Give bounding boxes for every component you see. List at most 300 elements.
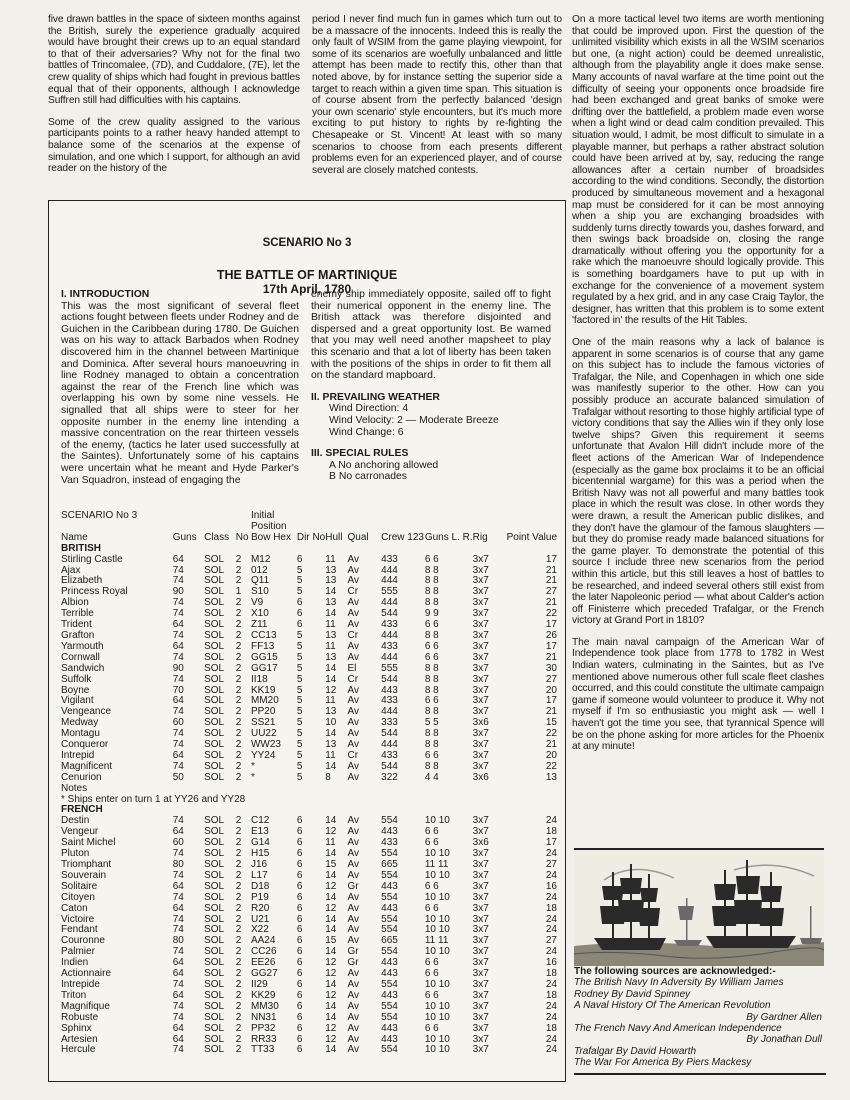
ship-qual: Av xyxy=(347,859,359,870)
ship-crew: 555 xyxy=(381,586,398,598)
ship-guns: 74 xyxy=(172,946,184,958)
article-column-2 xyxy=(312,14,562,186)
ship-rig: 3x7 xyxy=(472,651,489,663)
ship-guns-lr: 8 8 xyxy=(424,739,439,751)
ship-guns: 74 xyxy=(172,575,184,587)
scenario-date: 17th April, 1780 xyxy=(262,282,352,296)
header-initial: Initial xyxy=(250,510,275,521)
ship-bow-hex: RR33 xyxy=(250,1033,277,1045)
introduction-section xyxy=(61,289,299,486)
table-row xyxy=(61,773,557,784)
ship-qual: Av xyxy=(347,902,359,914)
ship-crew: 554 xyxy=(381,978,398,990)
ship-bow-hex: G14 xyxy=(250,837,270,849)
ship-rig: 3x7 xyxy=(472,640,489,652)
ship-bow-hex: L17 xyxy=(250,869,268,881)
sources-box xyxy=(574,966,826,1075)
ship-crew: 444 xyxy=(381,706,398,718)
ship-no: 2 xyxy=(235,935,242,947)
ship-class: SOL xyxy=(204,760,225,772)
ship-guns-lr: 5 5 xyxy=(424,717,439,729)
ship-points: 24 xyxy=(545,869,557,881)
ship-points: 17 xyxy=(545,837,557,849)
ship-guns-lr: 6 6 xyxy=(424,1022,439,1034)
ship-qual: Av xyxy=(347,1044,359,1056)
ship-dir: 6 xyxy=(296,978,303,990)
ship-rig: 3x7 xyxy=(472,575,489,587)
ship-no: 2 xyxy=(235,739,242,751)
introduction-continued: enemy ship immediately opposite, sailed off to fight their numerical opponent in the enemy line. The British attack was therefore disjointed and dispersed and a great opportunity lost. Be warned that you may well need another mapsheet to play this scenario and that a lot of liberty has been taken with the positions of the ships in order to fit them all on the standard mapboard. xyxy=(311,289,551,382)
ship-qual: Av xyxy=(347,553,359,565)
ship-points: 27 xyxy=(545,859,557,870)
ship-bow-hex: GG27 xyxy=(250,968,278,980)
ship-hull: 13 xyxy=(325,575,337,587)
ship-name: Triomphant xyxy=(61,859,112,870)
ship-points: 21 xyxy=(545,706,557,718)
ship-rig: 3x6 xyxy=(472,837,489,849)
ship-hull: 11 xyxy=(325,837,336,849)
ship-qual: Av xyxy=(347,837,359,849)
scenario-heading: SCENARIO No 3 xyxy=(262,237,352,249)
ship-guns-lr: 8 8 xyxy=(424,564,439,576)
ship-bow-hex: X10 xyxy=(250,608,269,620)
ship-crew: 433 xyxy=(381,640,398,652)
ship-qual: Av xyxy=(347,869,359,881)
ship-dir: 6 xyxy=(296,1000,303,1012)
ship-class: SOL xyxy=(204,608,225,620)
ship-class: SOL xyxy=(204,673,225,685)
ship-name: Albion xyxy=(61,597,89,609)
ship-guns: 64 xyxy=(172,968,184,980)
ship-crew: 433 xyxy=(381,619,398,631)
ship-qual: El xyxy=(347,662,357,674)
ship-bow-hex: UU22 xyxy=(250,728,277,740)
article-column-1 xyxy=(48,14,300,185)
ship-dir: 5 xyxy=(296,706,303,718)
rule-b: B No carronades xyxy=(329,471,407,483)
ship-points: 20 xyxy=(545,684,557,696)
ship-bow-hex: WW23 xyxy=(250,739,281,751)
ship-crew: 554 xyxy=(381,1044,398,1056)
ship-hull: 14 xyxy=(325,1000,337,1012)
ship-guns: 74 xyxy=(172,1044,184,1056)
ship-dir: 6 xyxy=(296,826,303,838)
ship-bow-hex: PP32 xyxy=(250,1022,276,1034)
ship-bow-hex: GG15 xyxy=(250,651,278,663)
ship-hull: 14 xyxy=(325,891,337,903)
special-rules-heading: III. SPECIAL RULES xyxy=(311,448,409,460)
ship-hull: 14 xyxy=(325,924,337,936)
ship-crew: 443 xyxy=(381,968,398,980)
ship-dir: 6 xyxy=(296,1033,303,1045)
ship-rig: 3x7 xyxy=(472,935,489,947)
ship-hull: 14 xyxy=(325,869,337,881)
ship-hull: 12 xyxy=(325,902,337,914)
ship-guns-lr: 10 10 xyxy=(424,1000,450,1012)
ship-points: 22 xyxy=(545,760,557,772)
ship-crew: 444 xyxy=(381,597,398,609)
ship-dir: 5 xyxy=(296,629,303,641)
ship-dir: 6 xyxy=(296,935,303,947)
ship-guns-lr: 10 10 xyxy=(424,913,450,925)
ship-guns-lr: 8 8 xyxy=(424,706,439,718)
ship-dir: 5 xyxy=(296,739,303,751)
ship-guns-lr: 11 11 xyxy=(424,859,449,870)
ship-guns: 74 xyxy=(172,728,184,740)
introduction-heading: I. INTRODUCTION xyxy=(61,289,150,300)
ship-guns: 64 xyxy=(172,695,184,707)
british-label: BRITISH xyxy=(61,542,101,554)
ship-qual: Av xyxy=(347,1022,359,1034)
ship-qual: Av xyxy=(347,695,359,707)
ship-hull: 11 xyxy=(325,553,336,565)
ship-name: Artesien xyxy=(61,1033,98,1045)
ship-guns-lr: 6 6 xyxy=(424,968,439,980)
ship-name: Caton xyxy=(61,902,88,914)
ship-dir: 5 xyxy=(296,640,303,652)
source-author: By Gardner Allen xyxy=(746,1011,822,1023)
ship-no: 2 xyxy=(235,913,242,925)
ship-class: SOL xyxy=(204,575,225,587)
ship-points: 21 xyxy=(545,564,557,576)
ship-bow-hex: FF13 xyxy=(250,640,275,652)
ship-rig: 3x7 xyxy=(472,869,489,881)
table-row xyxy=(61,1045,557,1056)
ship-dir: 6 xyxy=(296,891,303,903)
ship-class: SOL xyxy=(204,946,225,958)
ship-guns: 90 xyxy=(172,586,184,598)
ship-rig: 3x7 xyxy=(472,957,489,969)
ship-qual: Av xyxy=(347,771,359,783)
ship-guns: 74 xyxy=(172,564,184,576)
ship-hull: 14 xyxy=(325,662,337,674)
ship-crew: 554 xyxy=(381,848,398,860)
ship-hull: 13 xyxy=(325,651,337,663)
ship-no: 2 xyxy=(235,553,242,565)
ship-qual: Av xyxy=(347,717,359,729)
ship-points: 24 xyxy=(545,978,557,990)
ship-no: 2 xyxy=(235,1011,242,1023)
ship-name: Victoire xyxy=(61,913,95,925)
ship-bow-hex: J16 xyxy=(250,859,268,870)
ship-guns: 74 xyxy=(172,1011,184,1023)
ship-bow-hex: PP20 xyxy=(250,706,276,718)
ship-qual: Av xyxy=(347,1000,359,1012)
ship-points: 27 xyxy=(545,935,557,947)
ship-no: 1 xyxy=(235,586,242,598)
table-row xyxy=(61,904,557,915)
ship-crew: 322 xyxy=(381,771,398,783)
ship-points: 24 xyxy=(545,848,557,860)
ship-class: SOL xyxy=(204,553,225,565)
ship-guns-lr: 6 6 xyxy=(424,651,439,663)
ship-hull: 12 xyxy=(325,968,337,980)
ship-rig: 3x7 xyxy=(472,946,489,958)
ship-name: Triton xyxy=(61,989,87,1001)
ship-bow-hex: EE26 xyxy=(250,957,276,969)
ship-points: 24 xyxy=(545,1033,557,1045)
ship-dir: 5 xyxy=(296,771,303,783)
ship-rig: 3x7 xyxy=(472,608,489,620)
ship-name: Yarmouth xyxy=(61,640,104,652)
paragraph: five drawn battles in the space of sixteen months against the British, surely the experience gradually acquired would have brought their crews up to an equal standard to that of their adversaries? Why not for the final two battles of Trincomalee, (7D), and Cuddalore, (7E), let the crew quality of ships which had fought in previous battles equal that of their opponents, although I acknowledge Suffren still had difficulties with his captains. xyxy=(48,14,300,107)
ship-no: 2 xyxy=(235,629,242,641)
ship-rig: 3x7 xyxy=(472,564,489,576)
ship-hull: 14 xyxy=(325,673,337,685)
ship-dir: 6 xyxy=(296,848,303,860)
ship-points: 17 xyxy=(545,553,557,565)
header-guns: Guns xyxy=(172,531,197,543)
ship-dir: 6 xyxy=(296,815,303,827)
ship-no: 2 xyxy=(235,826,242,838)
ship-hull: 14 xyxy=(325,848,337,860)
ship-dir: 5 xyxy=(296,749,303,761)
ship-points: 22 xyxy=(545,728,557,740)
ship-hull: 14 xyxy=(325,815,337,827)
ship-qual: Gr xyxy=(347,946,359,958)
paragraph: One of the main reasons why a lack of balance is apparent in some scenarios is of course that any game on this subject has to include the famous victories of Trafalgar, the Nile, and Copenhagen in which one side was manifestly superior to the other. How can you possibly produce an accurate balanced simulation of Trafalgar without resorting to those highly artificial type of victory conditions that say the Allies win if they only lose twelve ships? Given this requirement it seems unfortunate that Avalon Hill didn't include more of the fleet actions of the American War of Independence (especially as the game box proclaims it to be an official bicentennial wargame) for this was a period when the British Navy was not all powerful and many battles took place in which the result was close. In other words they were drawn, a result the American public dislikes, and they don't have the glamour of the famous slaughters — but they do promise ready made balanced situations for the game player. To demonstrate the potential of this source I include three new scenarios from the period within this article, but this still leaves a host of battles to be researched, and indeed several others still exist from the later Napoleonic period — what about Calder's action off Finisterre which preceded Trafalgar, or the French victory at Grand Port in 1810? xyxy=(572,337,824,627)
ship-points: 22 xyxy=(545,608,557,620)
ship-guns: 74 xyxy=(172,739,184,751)
ship-qual: Av xyxy=(347,619,359,631)
ship-no: 2 xyxy=(235,771,242,783)
header-position: Position xyxy=(250,520,287,532)
ship-hull: 13 xyxy=(325,706,337,718)
ship-points: 24 xyxy=(545,815,557,827)
paragraph: period I never find much fun in games which turn out to be a massacre of the innocents. Indeed this is really the only fault of WSIM from the game playing viewpoint, for some of its scenarios are woefully unbalanced and little attempt has been made to rectify this, other than that noted above, by for instance setting the superior side a target to reach within a given time span. This situation is of course absent from the perfectly balanced 'design your own scenario' style encounters, but it's much more exciting to put history to rights by re-fighting the Chesapeake or St. Vincent! At least with so many scenarios to choose from each presents different problems even for an experienced player, and of course several are closely matched contests. xyxy=(312,14,562,176)
ship-guns-lr: 6 6 xyxy=(424,619,439,631)
ship-guns: 74 xyxy=(172,924,184,936)
ship-class: SOL xyxy=(204,891,225,903)
ship-name: Medway xyxy=(61,717,99,729)
ship-dir: 6 xyxy=(296,837,303,849)
ship-rig: 3x7 xyxy=(472,902,489,914)
ship-guns: 64 xyxy=(172,989,184,1001)
ship-no: 2 xyxy=(235,640,242,652)
ship-qual: Av xyxy=(347,706,359,718)
ship-guns-lr: 11 11 xyxy=(424,935,449,947)
ship-name: Saint Michel xyxy=(61,837,116,849)
ship-points: 18 xyxy=(545,902,557,914)
ship-dir: 6 xyxy=(296,859,303,870)
ship-guns-lr: 6 6 xyxy=(424,749,439,761)
ship-hull: 12 xyxy=(325,684,337,696)
ship-bow-hex: V9 xyxy=(250,597,264,609)
ship-bow-hex: CC26 xyxy=(250,946,277,958)
ship-class: SOL xyxy=(204,1033,225,1045)
ship-rig: 3x7 xyxy=(472,968,489,980)
scenario-title: THE BATTLE OF MARTINIQUE xyxy=(216,268,398,282)
ship-name: Couronne xyxy=(61,935,105,947)
ship-dir: 5 xyxy=(296,695,303,707)
ship-no: 2 xyxy=(235,946,242,958)
ship-guns: 64 xyxy=(172,553,184,565)
ship-crew: 443 xyxy=(381,1033,398,1045)
ship-crew: 554 xyxy=(381,891,398,903)
source-author: By Jonathan Dull xyxy=(746,1034,822,1046)
header-hull: Hull xyxy=(325,531,343,543)
ship-rig: 3x7 xyxy=(472,913,489,925)
ship-hull: 15 xyxy=(325,935,337,947)
ship-qual: Av xyxy=(347,1033,359,1045)
ship-dir: 6 xyxy=(296,989,303,1001)
ship-qual: Av xyxy=(347,815,359,827)
ship-class: SOL xyxy=(204,913,225,925)
ship-rig: 3x7 xyxy=(472,1022,489,1034)
ship-class: SOL xyxy=(204,1000,225,1012)
ship-no: 2 xyxy=(235,651,242,663)
ship-bow-hex: C12 xyxy=(250,815,270,827)
ship-rig: 3x7 xyxy=(472,597,489,609)
ship-name: Trident xyxy=(61,619,92,631)
ship-name: Sandwich xyxy=(61,662,105,674)
ship-bow-hex: Z11 xyxy=(250,619,268,631)
header-qual: Qual xyxy=(347,531,369,543)
ship-points: 18 xyxy=(545,968,557,980)
ship-guns: 74 xyxy=(172,597,184,609)
ship-dir: 6 xyxy=(296,957,303,969)
ship-class: SOL xyxy=(204,619,225,631)
ship-class: SOL xyxy=(204,662,225,674)
ship-no: 2 xyxy=(235,608,242,620)
ship-table xyxy=(61,511,557,1056)
ship-qual: Av xyxy=(347,978,359,990)
source-item: The British Navy In Adversity By William James xyxy=(574,977,784,989)
ship-crew: 554 xyxy=(381,869,398,881)
ship-crew: 554 xyxy=(381,946,398,958)
ship-guns-lr: 6 6 xyxy=(424,902,439,914)
ship-dir: 6 xyxy=(296,1044,303,1056)
ship-class: SOL xyxy=(204,859,225,870)
ship-rig: 3x7 xyxy=(472,739,489,751)
ship-name: Sphinx xyxy=(61,1022,92,1034)
ship-no: 2 xyxy=(235,1000,242,1012)
ship-class: SOL xyxy=(204,989,225,1001)
ship-no: 2 xyxy=(235,1022,242,1034)
ship-class: SOL xyxy=(204,848,225,860)
ship-qual: Av xyxy=(347,575,359,587)
ship-name: Vigilant xyxy=(61,695,94,707)
ship-no: 2 xyxy=(235,575,242,587)
ship-crew: 444 xyxy=(381,739,398,751)
ship-crew: 554 xyxy=(381,924,398,936)
ship-no: 2 xyxy=(235,902,242,914)
ship-dir: 6 xyxy=(296,553,303,565)
ship-class: SOL xyxy=(204,826,225,838)
ship-dir: 6 xyxy=(296,946,303,958)
ship-dir: 6 xyxy=(296,880,303,892)
ship-guns-lr: 8 8 xyxy=(424,575,439,587)
ship-no: 2 xyxy=(235,684,242,696)
ship-rig: 3x7 xyxy=(472,749,489,761)
ship-guns: 74 xyxy=(172,978,184,990)
ship-class: SOL xyxy=(204,957,225,969)
sources-title: The following sources are acknowledged:- xyxy=(574,966,776,977)
ship-name: Vengeance xyxy=(61,706,112,718)
ship-guns: 64 xyxy=(172,880,184,892)
ship-guns: 90 xyxy=(172,662,184,674)
ship-points: 18 xyxy=(545,826,557,838)
ship-class: SOL xyxy=(204,935,225,947)
ship-points: 24 xyxy=(545,891,557,903)
ship-guns: 64 xyxy=(172,619,184,631)
ship-guns: 74 xyxy=(172,760,184,772)
ship-dir: 5 xyxy=(296,564,303,576)
ship-points: 24 xyxy=(545,1000,557,1012)
ship-crew: 444 xyxy=(381,629,398,641)
ship-qual: Cr xyxy=(347,749,359,761)
ship-rig: 3x7 xyxy=(472,978,489,990)
ship-bow-hex: II18 xyxy=(250,673,268,685)
ship-qual: Av xyxy=(347,597,359,609)
ship-guns: 64 xyxy=(172,640,184,652)
ship-hull: 13 xyxy=(325,597,337,609)
ship-crew: 443 xyxy=(381,902,398,914)
ship-guns: 64 xyxy=(172,749,184,761)
ship-class: SOL xyxy=(204,1011,225,1023)
ship-points: 21 xyxy=(545,575,557,587)
ship-guns: 74 xyxy=(172,869,184,881)
ship-no: 2 xyxy=(235,815,242,827)
ship-rig: 3x7 xyxy=(472,673,489,685)
ship-guns: 80 xyxy=(172,935,184,947)
ship-no: 2 xyxy=(235,662,242,674)
ship-name: Intrepid xyxy=(61,749,95,761)
ship-qual: Av xyxy=(347,935,359,947)
ship-name: Hercule xyxy=(61,1044,96,1056)
ship-class: SOL xyxy=(204,651,225,663)
ship-class: SOL xyxy=(204,586,225,598)
ship-crew: 433 xyxy=(381,695,398,707)
ship-name: Conqueror xyxy=(61,739,109,751)
ship-rig: 3x7 xyxy=(472,815,489,827)
ship-guns-lr: 10 10 xyxy=(424,1044,450,1056)
ship-dir: 6 xyxy=(296,902,303,914)
ship-class: SOL xyxy=(204,629,225,641)
ship-class: SOL xyxy=(204,880,225,892)
ship-guns: 74 xyxy=(172,891,184,903)
ship-class: SOL xyxy=(204,728,225,740)
ship-name: Cenurion xyxy=(61,771,102,783)
ship-no: 2 xyxy=(235,564,242,576)
ship-hull: 14 xyxy=(325,760,337,772)
ship-guns: 74 xyxy=(172,629,184,641)
ship-dir: 5 xyxy=(296,760,303,772)
ship-name: Destin xyxy=(61,815,90,827)
ship-guns-lr: 8 8 xyxy=(424,662,439,674)
ship-points: 26 xyxy=(545,629,557,641)
ship-rig: 3x7 xyxy=(472,728,489,740)
ship-no: 2 xyxy=(235,989,242,1001)
ship-points: 21 xyxy=(545,651,557,663)
header-guns-lr: Guns L. R. xyxy=(424,531,473,543)
ship-qual: Av xyxy=(347,651,359,663)
ship-rig: 3x7 xyxy=(472,1044,489,1056)
ship-guns-lr: 6 6 xyxy=(424,837,439,849)
sources-list xyxy=(574,977,826,1068)
ship-rig: 3x7 xyxy=(472,1011,489,1023)
ship-guns: 74 xyxy=(172,913,184,925)
source-item: Trafalgar By David Howarth xyxy=(574,1045,697,1057)
ship-dir: 5 xyxy=(296,673,303,685)
ship-guns: 60 xyxy=(172,837,184,849)
ship-bow-hex: Q11 xyxy=(250,575,270,587)
ship-points: 30 xyxy=(545,662,557,674)
ship-no: 2 xyxy=(235,957,242,969)
ship-name: Stirling Castle xyxy=(61,553,123,565)
ship-qual: Av xyxy=(347,640,359,652)
ship-name: Boyne xyxy=(61,684,90,696)
